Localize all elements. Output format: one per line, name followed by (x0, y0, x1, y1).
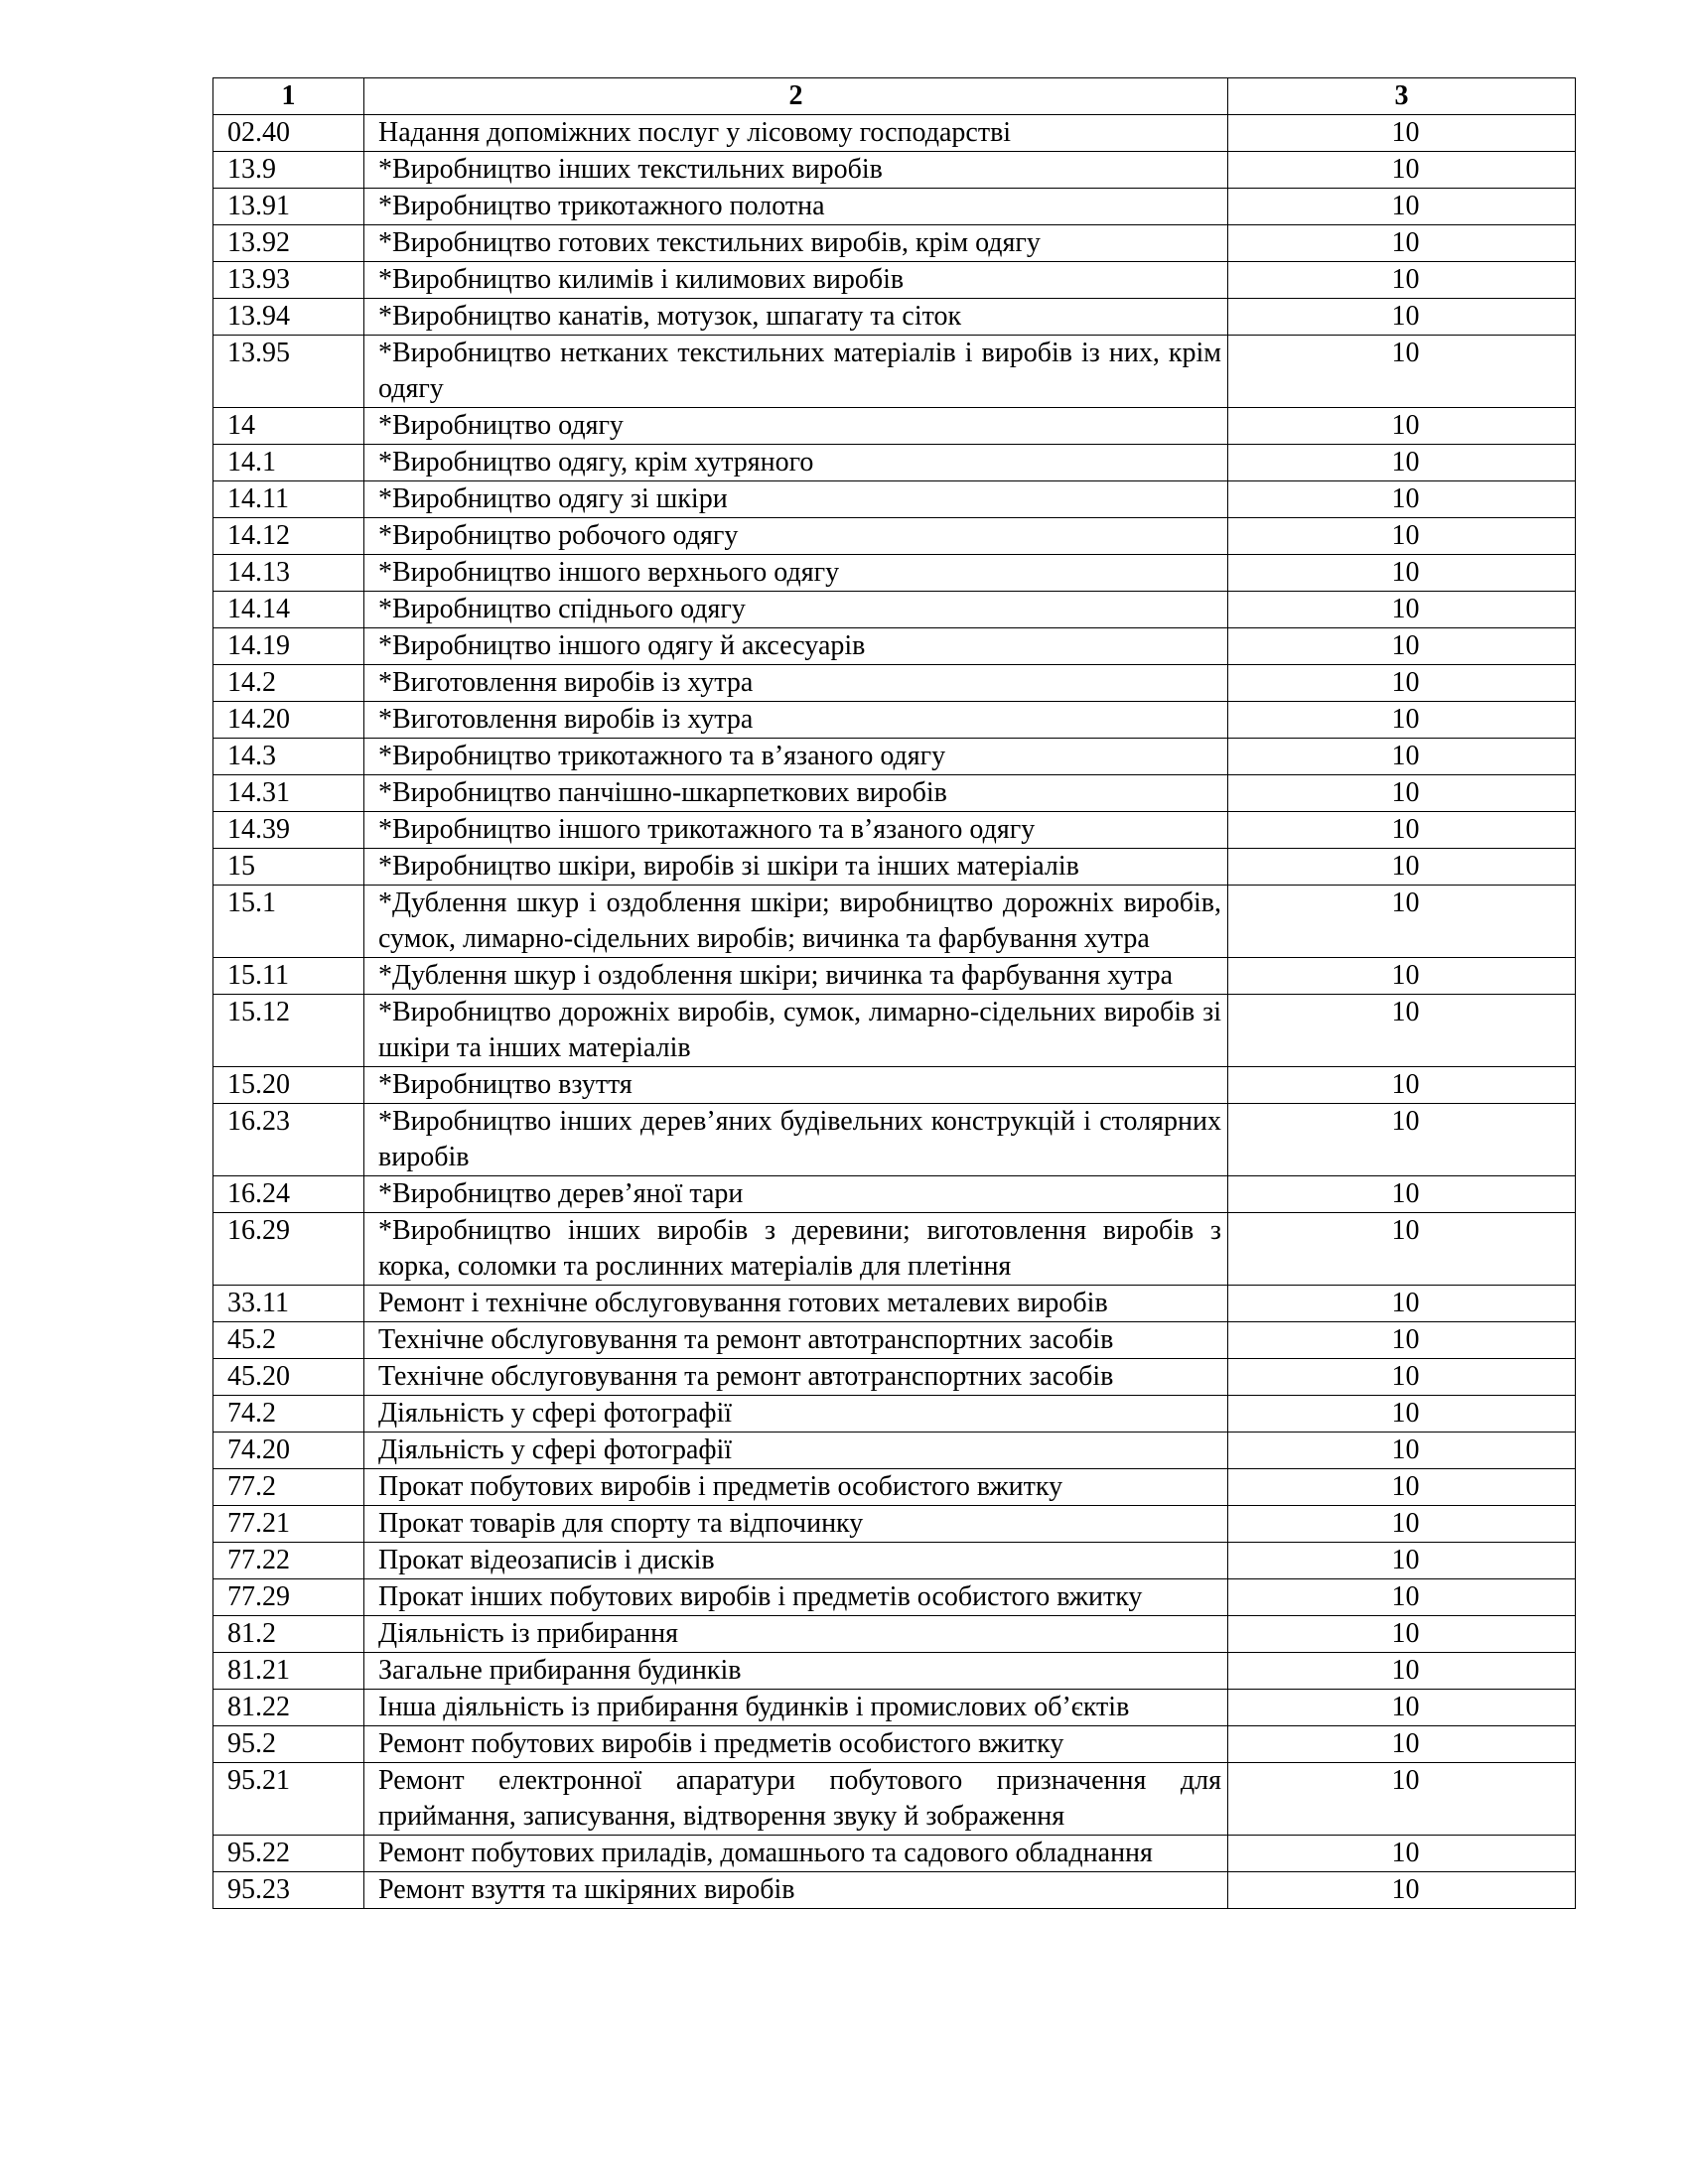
table-row (213, 1543, 1576, 1579)
name-cell: *Виробництво іншого трикотажного та в’язаного одягу (364, 812, 1228, 849)
name-cell: Діяльність із прибирання (364, 1616, 1228, 1653)
table-row (213, 1690, 1576, 1726)
value-cell: 10 (1228, 1396, 1576, 1433)
table-row (213, 1433, 1576, 1469)
table-row (213, 518, 1576, 555)
name-cell: *Виробництво панчішно-шкарпеткових виробів (364, 775, 1228, 812)
table-row (213, 1726, 1576, 1763)
code-cell: 14.12 (213, 518, 364, 555)
value-cell: 10 (1228, 592, 1576, 628)
code-cell: 15.1 (213, 886, 364, 958)
code-cell: 16.29 (213, 1213, 364, 1286)
name-cell: Ремонт побутових виробів і предметів особистого вжитку (364, 1726, 1228, 1763)
table-row (213, 445, 1576, 481)
table-row (213, 408, 1576, 445)
code-cell: 14.13 (213, 555, 364, 592)
value-cell: 10 (1228, 262, 1576, 299)
code-cell: 33.11 (213, 1286, 364, 1322)
code-cell: 95.22 (213, 1836, 364, 1872)
name-cell: *Виробництво дерев’яної тари (364, 1176, 1228, 1213)
name-cell: Технічне обслуговування та ремонт автотранспортних засобів (364, 1322, 1228, 1359)
table-row (213, 555, 1576, 592)
code-cell: 13.93 (213, 262, 364, 299)
value-cell: 10 (1228, 1359, 1576, 1396)
table-row (213, 665, 1576, 702)
name-cell: *Виробництво дорожніх виробів, сумок, лимарно-сідельних виробів зі шкіри та інших матеріалів (364, 995, 1228, 1067)
value-cell: 10 (1228, 958, 1576, 995)
table-row (213, 225, 1576, 262)
table-row (213, 299, 1576, 336)
value-cell: 10 (1228, 408, 1576, 445)
table-row (213, 115, 1576, 152)
value-cell: 10 (1228, 1506, 1576, 1543)
table-row (213, 262, 1576, 299)
code-cell: 14.11 (213, 481, 364, 518)
name-cell: *Дублення шкур і оздоблення шкіри; вичинка та фарбування хутра (364, 958, 1228, 995)
name-cell: *Виробництво інших виробів з деревини; виготовлення виробів з корка, соломки та рослинних матеріалів для плетіння (364, 1213, 1228, 1286)
name-cell: Діяльність у сфері фотографії (364, 1396, 1228, 1433)
table-row (213, 628, 1576, 665)
name-cell: Діяльність у сфері фотографії (364, 1433, 1228, 1469)
name-cell: *Виготовлення виробів із хутра (364, 702, 1228, 739)
value-cell: 10 (1228, 995, 1576, 1067)
code-cell: 14 (213, 408, 364, 445)
code-cell: 14.1 (213, 445, 364, 481)
table-row (213, 1653, 1576, 1690)
code-cell: 95.23 (213, 1872, 364, 1909)
value-cell: 10 (1228, 1653, 1576, 1690)
value-cell: 10 (1228, 739, 1576, 775)
name-cell: *Дублення шкур і оздоблення шкіри; виробництво дорожніх виробів, сумок, лимарно-сідельних виробів; вичинка та фарбування хутра (364, 886, 1228, 958)
value-cell: 10 (1228, 336, 1576, 408)
name-cell: *Виробництво іншого верхнього одягу (364, 555, 1228, 592)
code-cell: 14.3 (213, 739, 364, 775)
value-cell: 10 (1228, 1322, 1576, 1359)
value-cell: 10 (1228, 1469, 1576, 1506)
value-cell: 10 (1228, 775, 1576, 812)
name-cell: Ремонт електронної апаратури побутового призначення для приймання, записування, відтворення звуку й зображення (364, 1763, 1228, 1836)
name-cell: *Виробництво взуття (364, 1067, 1228, 1104)
code-cell: 13.94 (213, 299, 364, 336)
code-cell: 15.12 (213, 995, 364, 1067)
value-cell: 10 (1228, 189, 1576, 225)
name-cell: Ремонт і технічне обслуговування готових металевих виробів (364, 1286, 1228, 1322)
name-cell: *Виробництво трикотажного та в’язаного одягу (364, 739, 1228, 775)
name-cell: Прокат відеозаписів і дисків (364, 1543, 1228, 1579)
column-header-3: 3 (1228, 78, 1576, 115)
activity-codes-table (212, 77, 1576, 1909)
value-cell: 10 (1228, 1836, 1576, 1872)
table-row (213, 1616, 1576, 1653)
code-cell: 77.21 (213, 1506, 364, 1543)
name-cell: Загальне прибирання будинків (364, 1653, 1228, 1690)
code-cell: 14.31 (213, 775, 364, 812)
table-row (213, 739, 1576, 775)
name-cell: *Виготовлення виробів із хутра (364, 665, 1228, 702)
code-cell: 74.2 (213, 1396, 364, 1433)
table-row (213, 1872, 1576, 1909)
table-row (213, 1763, 1576, 1836)
value-cell: 10 (1228, 1616, 1576, 1653)
code-cell: 95.21 (213, 1763, 364, 1836)
value-cell: 10 (1228, 812, 1576, 849)
table-row (213, 189, 1576, 225)
table-row (213, 481, 1576, 518)
name-cell: *Виробництво килимів і килимових виробів (364, 262, 1228, 299)
table-row (213, 1836, 1576, 1872)
value-cell: 10 (1228, 1579, 1576, 1616)
table-row (213, 958, 1576, 995)
name-cell: Прокат інших побутових виробів і предметів особистого вжитку (364, 1579, 1228, 1616)
code-cell: 81.21 (213, 1653, 364, 1690)
table-row (213, 1506, 1576, 1543)
value-cell: 10 (1228, 1286, 1576, 1322)
code-cell: 45.20 (213, 1359, 364, 1396)
table-row (213, 1579, 1576, 1616)
value-cell: 10 (1228, 481, 1576, 518)
value-cell: 10 (1228, 115, 1576, 152)
name-cell: *Виробництво шкіри, виробів зі шкіри та інших матеріалів (364, 849, 1228, 886)
code-cell: 14.39 (213, 812, 364, 849)
code-cell: 14.20 (213, 702, 364, 739)
value-cell: 10 (1228, 1104, 1576, 1176)
table-row (213, 592, 1576, 628)
value-cell: 10 (1228, 886, 1576, 958)
value-cell: 10 (1228, 445, 1576, 481)
table-row (213, 1286, 1576, 1322)
name-cell: *Виробництво одягу, крім хутряного (364, 445, 1228, 481)
table-row (213, 1213, 1576, 1286)
code-cell: 14.14 (213, 592, 364, 628)
table-row (213, 1322, 1576, 1359)
value-cell: 10 (1228, 1872, 1576, 1909)
code-cell: 02.40 (213, 115, 364, 152)
value-cell: 10 (1228, 1067, 1576, 1104)
name-cell: *Виробництво робочого одягу (364, 518, 1228, 555)
value-cell: 10 (1228, 518, 1576, 555)
table-header-row (213, 78, 1576, 115)
value-cell: 10 (1228, 1176, 1576, 1213)
code-cell: 77.22 (213, 1543, 364, 1579)
name-cell: Ремонт взуття та шкіряних виробів (364, 1872, 1228, 1909)
value-cell: 10 (1228, 1726, 1576, 1763)
code-cell: 81.2 (213, 1616, 364, 1653)
code-cell: 15.11 (213, 958, 364, 995)
code-cell: 14.19 (213, 628, 364, 665)
value-cell: 10 (1228, 665, 1576, 702)
value-cell: 10 (1228, 555, 1576, 592)
value-cell: 10 (1228, 1543, 1576, 1579)
table-row (213, 1104, 1576, 1176)
table-row (213, 152, 1576, 189)
code-cell: 14.2 (213, 665, 364, 702)
name-cell: *Виробництво трикотажного полотна (364, 189, 1228, 225)
table-row (213, 1359, 1576, 1396)
code-cell: 77.2 (213, 1469, 364, 1506)
value-cell: 10 (1228, 299, 1576, 336)
name-cell: *Виробництво інших текстильних виробів (364, 152, 1228, 189)
column-header-2: 2 (364, 78, 1228, 115)
code-cell: 81.22 (213, 1690, 364, 1726)
table-row (213, 702, 1576, 739)
code-cell: 74.20 (213, 1433, 364, 1469)
name-cell: *Виробництво нетканих текстильних матеріалів і виробів із них, крім одягу (364, 336, 1228, 408)
code-cell: 16.23 (213, 1104, 364, 1176)
value-cell: 10 (1228, 1433, 1576, 1469)
table-row (213, 886, 1576, 958)
name-cell: Надання допоміжних послуг у лісовому господарстві (364, 115, 1228, 152)
code-cell: 13.91 (213, 189, 364, 225)
value-cell: 10 (1228, 849, 1576, 886)
value-cell: 10 (1228, 702, 1576, 739)
table-body (213, 115, 1576, 1909)
code-cell: 13.9 (213, 152, 364, 189)
name-cell: Прокат побутових виробів і предметів особистого вжитку (364, 1469, 1228, 1506)
table-row (213, 812, 1576, 849)
code-cell: 13.95 (213, 336, 364, 408)
value-cell: 10 (1228, 1763, 1576, 1836)
name-cell: *Виробництво одягу зі шкіри (364, 481, 1228, 518)
value-cell: 10 (1228, 225, 1576, 262)
table-row (213, 1067, 1576, 1104)
value-cell: 10 (1228, 152, 1576, 189)
name-cell: Ремонт побутових приладів, домашнього та садового обладнання (364, 1836, 1228, 1872)
table-row (213, 1176, 1576, 1213)
name-cell: Технічне обслуговування та ремонт автотранспортних засобів (364, 1359, 1228, 1396)
value-cell: 10 (1228, 1690, 1576, 1726)
code-cell: 15.20 (213, 1067, 364, 1104)
value-cell: 10 (1228, 1213, 1576, 1286)
name-cell: *Виробництво інших дерев’яних будівельних конструкцій і столярних виробів (364, 1104, 1228, 1176)
code-cell: 15 (213, 849, 364, 886)
table-row (213, 1396, 1576, 1433)
name-cell: *Виробництво канатів, мотузок, шпагату та сіток (364, 299, 1228, 336)
table-row (213, 336, 1576, 408)
code-cell: 45.2 (213, 1322, 364, 1359)
code-cell: 16.24 (213, 1176, 364, 1213)
table-row (213, 1469, 1576, 1506)
table-row (213, 775, 1576, 812)
value-cell: 10 (1228, 628, 1576, 665)
table-row (213, 849, 1576, 886)
code-cell: 77.29 (213, 1579, 364, 1616)
code-cell: 13.92 (213, 225, 364, 262)
name-cell: *Виробництво готових текстильних виробів, крім одягу (364, 225, 1228, 262)
name-cell: *Виробництво спіднього одягу (364, 592, 1228, 628)
table-row (213, 995, 1576, 1067)
name-cell: Прокат товарів для спорту та відпочинку (364, 1506, 1228, 1543)
code-cell: 95.2 (213, 1726, 364, 1763)
name-cell: *Виробництво іншого одягу й аксесуарів (364, 628, 1228, 665)
name-cell: Інша діяльність із прибирання будинків і промислових об’єктів (364, 1690, 1228, 1726)
column-header-1: 1 (213, 78, 364, 115)
name-cell: *Виробництво одягу (364, 408, 1228, 445)
